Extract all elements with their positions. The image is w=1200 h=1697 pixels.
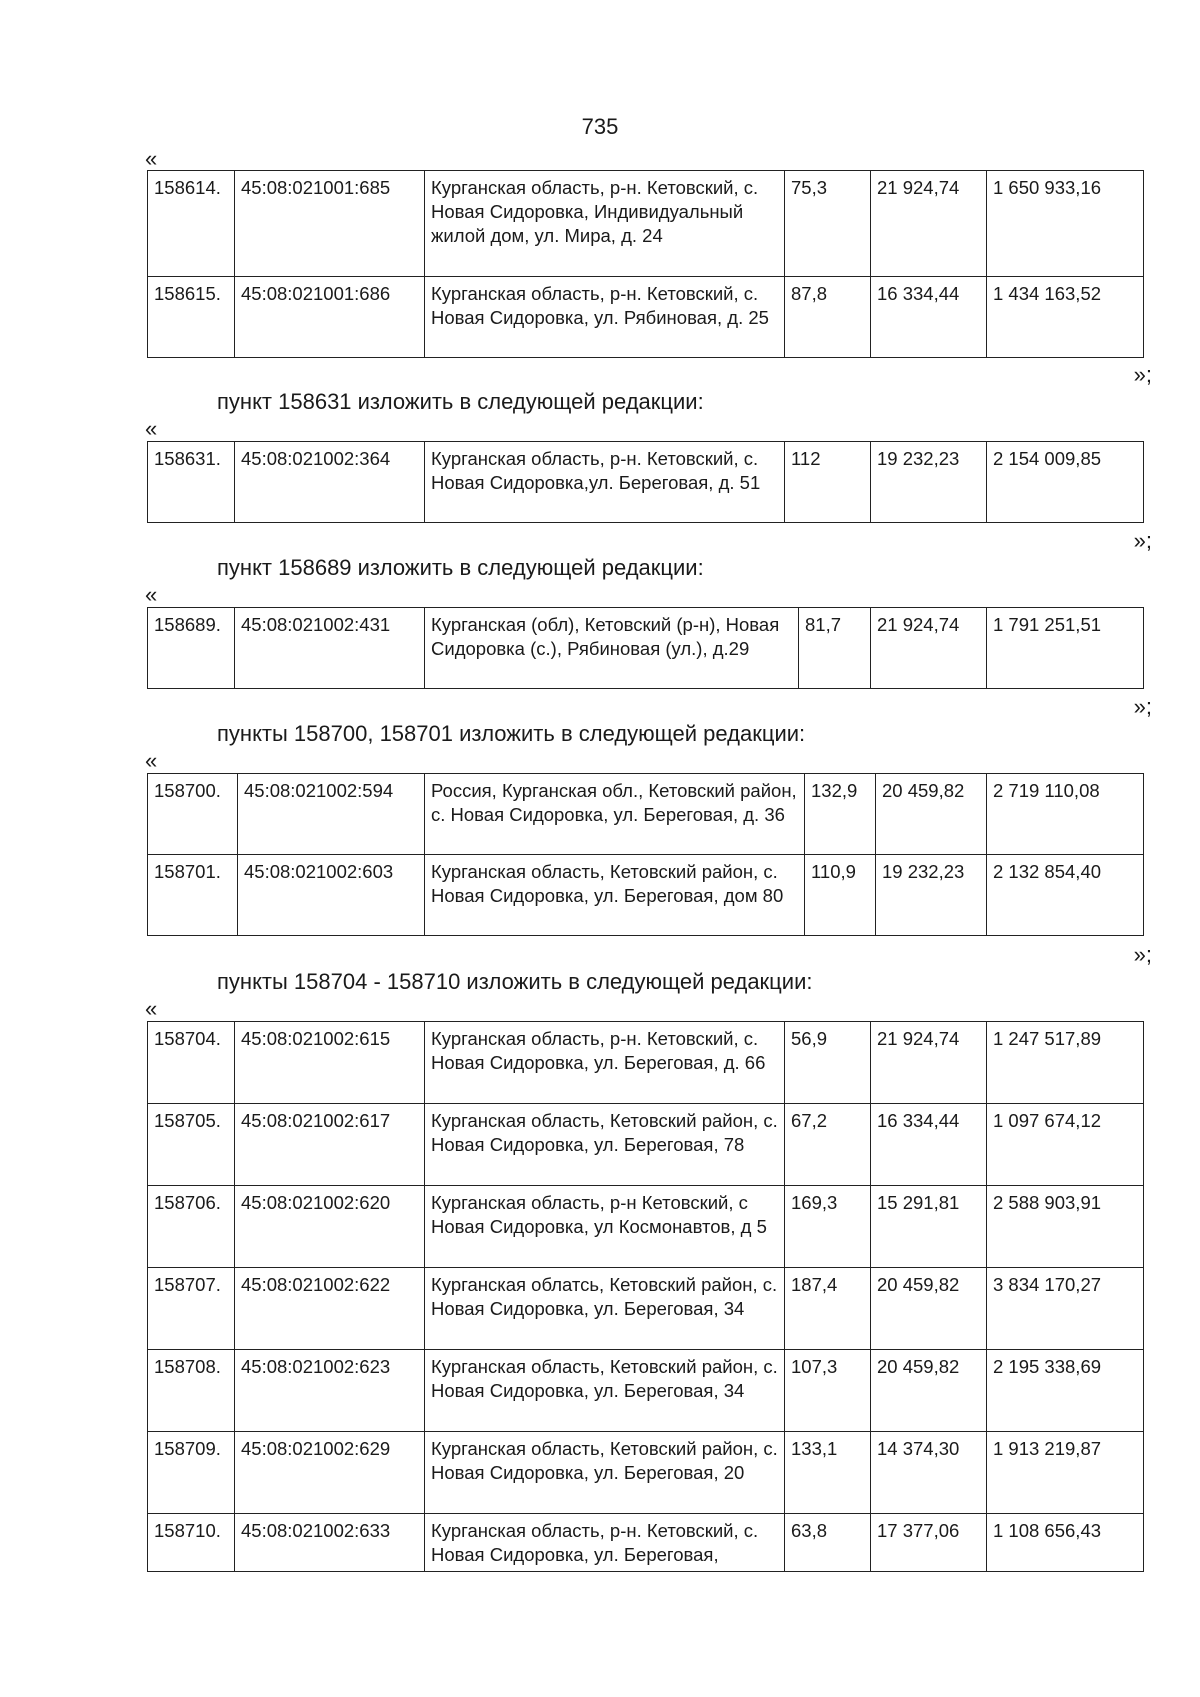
cell-value: 2 588 903,91 <box>987 1186 1144 1268</box>
cell-cadastral: 45:08:021002:615 <box>235 1022 425 1104</box>
cell-number: 158704. <box>148 1022 235 1104</box>
cell-cadastral: 45:08:021002:364 <box>235 442 425 523</box>
cell-rate: 21 924,74 <box>871 1022 987 1104</box>
cell-number: 158700. <box>148 774 238 855</box>
table-row <box>148 1350 1144 1432</box>
cell-address: Курганская область, р-н. Кетовский, с. Новая Сидоровка,ул. Береговая, д. 51 <box>425 442 785 523</box>
cell-address: Курганская область, Кетовский район, с. Новая Сидоровка, ул. Береговая, дом 80 <box>425 855 805 936</box>
cell-number: 158615. <box>148 277 235 358</box>
cell-value: 1 247 517,89 <box>987 1022 1144 1104</box>
cell-area: 110,9 <box>805 855 876 936</box>
cell-number: 158710. <box>148 1514 235 1572</box>
cell-rate: 16 334,44 <box>871 277 987 358</box>
cell-area: 169,3 <box>785 1186 871 1268</box>
quote-open: « <box>145 748 158 773</box>
cell-rate: 19 232,23 <box>876 855 987 936</box>
cell-area: 67,2 <box>785 1104 871 1186</box>
cell-cadastral: 45:08:021002:594 <box>238 774 425 855</box>
cell-number: 158689. <box>148 608 235 689</box>
table-row <box>148 1022 1144 1104</box>
quote-open: « <box>145 996 158 1021</box>
cell-value: 1 097 674,12 <box>987 1104 1144 1186</box>
cell-value: 1 913 219,87 <box>987 1432 1144 1514</box>
table-row <box>148 1104 1144 1186</box>
cell-number: 158708. <box>148 1350 235 1432</box>
cell-rate: 21 924,74 <box>871 608 987 689</box>
cell-number: 158706. <box>148 1186 235 1268</box>
cell-address: Курганская (обл), Кетовский (р-н), Новая Сидоровка (с.), Рябиновая (ул.), д.29 <box>425 608 799 689</box>
instruction-text: пункты 158704 - 158710 изложить в следующей редакции: <box>217 969 813 994</box>
table-block-3 <box>147 773 1144 936</box>
cell-number: 158705. <box>148 1104 235 1186</box>
quote-close: »; <box>1133 694 1152 719</box>
cell-address: Курганская область, р-н. Кетовский, с. Новая Сидоровка, Индивидуальный жилой дом, ул. Мира, д. 24 <box>425 171 785 277</box>
cell-address: Курганская область, Кетовский район, с. Новая Сидоровка, ул. Береговая, 34 <box>425 1350 785 1432</box>
cell-address: Россия, Курганская обл., Кетовский район, с. Новая Сидоровка, ул. Береговая, д. 36 <box>425 774 805 855</box>
cell-cadastral: 45:08:021002:633 <box>235 1514 425 1572</box>
cell-number: 158709. <box>148 1432 235 1514</box>
quote-close: »; <box>1133 362 1152 387</box>
cell-cadastral: 45:08:021001:686 <box>235 277 425 358</box>
quote-open: « <box>145 416 158 441</box>
table-row <box>148 1514 1144 1572</box>
cell-rate: 21 924,74 <box>871 171 987 277</box>
cell-cadastral: 45:08:021002:603 <box>238 855 425 936</box>
table-block-2 <box>147 607 1144 689</box>
cell-area: 75,3 <box>785 171 871 277</box>
cell-area: 107,3 <box>785 1350 871 1432</box>
cell-value: 1 650 933,16 <box>987 171 1144 277</box>
cell-number: 158701. <box>148 855 238 936</box>
cell-value: 2 154 009,85 <box>987 442 1144 523</box>
quote-close: »; <box>1133 942 1152 967</box>
cell-number: 158614. <box>148 171 235 277</box>
cell-address: Курганская область, р-н Кетовский, с Новая Сидоровка, ул Космонавтов, д 5 <box>425 1186 785 1268</box>
cell-cadastral: 45:08:021002:629 <box>235 1432 425 1514</box>
cell-area: 112 <box>785 442 871 523</box>
cell-value: 1 434 163,52 <box>987 277 1144 358</box>
table-row <box>148 277 1144 358</box>
table-row <box>148 855 1144 936</box>
cell-cadastral: 45:08:021001:685 <box>235 171 425 277</box>
cell-cadastral: 45:08:021002:623 <box>235 1350 425 1432</box>
table-row <box>148 1268 1144 1350</box>
cell-cadastral: 45:08:021002:617 <box>235 1104 425 1186</box>
cell-value: 3 834 170,27 <box>987 1268 1144 1350</box>
table-block-0 <box>147 170 1144 358</box>
cell-area: 56,9 <box>785 1022 871 1104</box>
cell-rate: 17 377,06 <box>871 1514 987 1572</box>
cell-cadastral: 45:08:021002:620 <box>235 1186 425 1268</box>
table-row <box>148 608 1144 689</box>
cell-rate: 19 232,23 <box>871 442 987 523</box>
cell-rate: 15 291,81 <box>871 1186 987 1268</box>
cell-rate: 14 374,30 <box>871 1432 987 1514</box>
cell-address: Курганская область, р-н. Кетовский, с. Новая Сидоровка, ул. Береговая, д. 66 <box>425 1022 785 1104</box>
cell-rate: 16 334,44 <box>871 1104 987 1186</box>
table-row <box>148 442 1144 523</box>
cell-rate: 20 459,82 <box>871 1268 987 1350</box>
cell-number: 158631. <box>148 442 235 523</box>
table-row <box>148 774 1144 855</box>
cell-cadastral: 45:08:021002:622 <box>235 1268 425 1350</box>
cell-value: 1 108 656,43 <box>987 1514 1144 1572</box>
cell-number: 158707. <box>148 1268 235 1350</box>
cell-address: Курганская облатсь, Кетовский район, с. Новая Сидоровка, ул. Береговая, 34 <box>425 1268 785 1350</box>
quote-open: « <box>145 582 158 607</box>
cell-area: 63,8 <box>785 1514 871 1572</box>
cell-address: Курганская область, р-н. Кетовский, с. Новая Сидоровка, ул. Рябиновая, д. 25 <box>425 277 785 358</box>
table-row <box>148 1186 1144 1268</box>
cell-area: 133,1 <box>785 1432 871 1514</box>
cell-rate: 20 459,82 <box>871 1350 987 1432</box>
cell-cadastral: 45:08:021002:431 <box>235 608 425 689</box>
cell-value: 1 791 251,51 <box>987 608 1144 689</box>
cell-area: 87,8 <box>785 277 871 358</box>
cell-area: 132,9 <box>805 774 876 855</box>
instruction-text: пункт 158689 изложить в следующей редакции: <box>217 555 704 580</box>
cell-address: Курганская область, Кетовский район, с. Новая Сидоровка, ул. Береговая, 78 <box>425 1104 785 1186</box>
cell-rate: 20 459,82 <box>876 774 987 855</box>
quote-close: »; <box>1133 528 1152 553</box>
table-block-1 <box>147 441 1144 523</box>
cell-value: 2 719 110,08 <box>987 774 1144 855</box>
quote-open: « <box>145 146 158 171</box>
table-block-4 <box>147 1021 1144 1572</box>
cell-address: Курганская область, Кетовский район, с. Новая Сидоровка, ул. Береговая, 20 <box>425 1432 785 1514</box>
instruction-text: пункт 158631 изложить в следующей редакции: <box>217 389 704 414</box>
page-number: 735 <box>581 114 619 139</box>
cell-address: Курганская область, р-н. Кетовский, с. Новая Сидоровка, ул. Береговая, <box>425 1514 785 1572</box>
cell-area: 81,7 <box>799 608 871 689</box>
instruction-text: пункты 158700, 158701 изложить в следующей редакции: <box>217 721 806 746</box>
table-row <box>148 171 1144 277</box>
cell-value: 2 195 338,69 <box>987 1350 1144 1432</box>
cell-area: 187,4 <box>785 1268 871 1350</box>
table-row <box>148 1432 1144 1514</box>
cell-value: 2 132 854,40 <box>987 855 1144 936</box>
